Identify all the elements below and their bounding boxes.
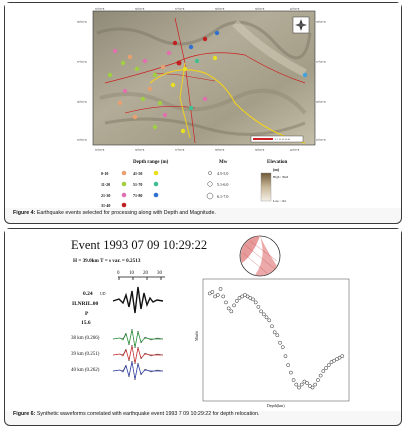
data-point xyxy=(276,334,279,337)
svg-text:39°0'0"E: 39°0'0"E xyxy=(255,8,265,11)
svg-text:39°0'0"E: 39°0'0"E xyxy=(255,149,265,152)
data-point xyxy=(319,374,322,377)
svg-text:0-10: 0-10 xyxy=(101,171,109,176)
data-point xyxy=(270,325,273,328)
data-point xyxy=(297,386,300,389)
data-point xyxy=(295,383,298,386)
elevation-title: Elevation xyxy=(267,160,288,165)
data-point xyxy=(251,298,254,301)
phase-label: P xyxy=(85,311,89,317)
seismicity-map xyxy=(77,8,326,152)
depth-range-title: Depth range (m) xyxy=(133,160,169,165)
svg-text:36°0'0"N: 36°0'0"N xyxy=(316,101,326,104)
scale-bar-label: 0 5 10 20 30 40 xyxy=(275,138,290,141)
mw-item: 5.1-6.0 xyxy=(217,182,229,187)
data-point xyxy=(232,304,235,307)
svg-text:71-80: 71-80 xyxy=(133,193,143,198)
svg-text:40 km (0.262): 40 km (0.262) xyxy=(71,368,100,373)
mw-item: 4.5-5.0 xyxy=(217,171,229,176)
elevation-color-bar xyxy=(261,173,271,201)
data-point xyxy=(211,290,214,293)
svg-text:37°0'0"E: 37°0'0"E xyxy=(175,149,185,152)
svg-text:30: 30 xyxy=(157,271,162,276)
svg-text:38°0'0"N: 38°0'0"N xyxy=(316,21,326,24)
svg-text:11-20: 11-20 xyxy=(101,182,111,187)
data-point xyxy=(284,355,287,358)
figure-6-caption xyxy=(13,411,259,417)
data-point xyxy=(306,381,309,384)
figure-6-panel xyxy=(4,228,402,426)
x-axis-label: Depth(km) xyxy=(267,403,285,408)
y-axis-label: Misfit xyxy=(194,331,199,341)
caption-label: Figure 4: xyxy=(13,210,36,216)
svg-text:37°0'0"N: 37°0'0"N xyxy=(77,61,87,64)
data-point xyxy=(327,364,330,367)
svg-text:38°0'0"E: 38°0'0"E xyxy=(215,149,225,152)
event-params: H = 39.0km T = s var. = 0.2513 xyxy=(73,258,141,264)
data-point xyxy=(260,310,263,313)
data-point xyxy=(278,341,281,344)
focal-mechanism-beachball xyxy=(240,236,280,276)
data-point xyxy=(219,287,222,290)
data-point xyxy=(341,355,344,358)
phase-value: 15.6 xyxy=(81,320,91,326)
svg-text:36°0'0"E: 36°0'0"E xyxy=(135,149,145,152)
data-point xyxy=(224,301,227,304)
svg-text:35°0'0"E: 35°0'0"E xyxy=(95,8,105,11)
mw-title: Mw xyxy=(219,160,228,165)
elevation-unit: (m) xyxy=(273,167,279,172)
svg-text:0: 0 xyxy=(117,271,120,276)
svg-text:37°0'0"N: 37°0'0"N xyxy=(316,61,326,64)
data-point xyxy=(222,295,225,298)
data-point xyxy=(314,383,317,386)
data-point xyxy=(292,378,295,381)
component-label: UD xyxy=(100,292,106,296)
caption-text: Synthetic waveforms correlated with earthquake event 1993 7 09 10:29:22 for depth relocation. xyxy=(35,411,260,417)
data-point xyxy=(300,383,303,386)
svg-text:36°0'0"E: 36°0'0"E xyxy=(135,8,145,11)
elevation-low: Low : -84 xyxy=(273,199,286,203)
data-point xyxy=(324,367,327,370)
svg-text:35°0'0"N: 35°0'0"N xyxy=(77,139,87,142)
data-point xyxy=(287,364,290,367)
figure-4-panel xyxy=(4,2,402,224)
data-point xyxy=(254,301,257,304)
svg-text:35°0'0"N: 35°0'0"N xyxy=(316,139,326,142)
mw-item: 6.1-7.0 xyxy=(217,194,229,199)
svg-text:38°0'0"N: 38°0'0"N xyxy=(77,21,87,24)
station-label: II.NRIL.00 xyxy=(72,301,99,307)
data-point xyxy=(311,386,314,389)
figure-4-caption xyxy=(13,210,216,216)
svg-text:39 km (0.251): 39 km (0.251) xyxy=(71,352,100,357)
svg-text:36°0'0"N: 36°0'0"N xyxy=(77,101,87,104)
data-point xyxy=(257,305,260,308)
svg-text:31-40: 31-40 xyxy=(101,203,111,208)
svg-text:21-30: 21-30 xyxy=(101,193,111,198)
data-point xyxy=(262,313,265,316)
data-point xyxy=(265,316,268,319)
data-point xyxy=(289,371,292,374)
amplitude-value: 0.24 xyxy=(83,291,93,297)
svg-text:40°0'0"E: 40°0'0"E xyxy=(290,8,300,11)
misfit-depth-chart xyxy=(194,279,349,408)
data-point xyxy=(268,319,271,322)
svg-text:35°0'0"E: 35°0'0"E xyxy=(95,149,105,152)
svg-text:20: 20 xyxy=(143,271,148,276)
caption-text: Earthquake events selected for processing along with Depth and Magnitude. xyxy=(35,210,216,216)
svg-text:51-70: 51-70 xyxy=(133,182,143,187)
svg-text:38 km (0.266): 38 km (0.266) xyxy=(71,336,100,341)
data-point xyxy=(230,310,233,313)
svg-text:38°0'0"E: 38°0'0"E xyxy=(215,8,225,11)
svg-text:41-50: 41-50 xyxy=(133,171,143,176)
data-point xyxy=(322,370,325,373)
data-point xyxy=(316,378,319,381)
data-point xyxy=(227,307,230,310)
svg-text:40°0'0"E: 40°0'0"E xyxy=(290,149,300,152)
figure-4-image xyxy=(5,3,401,208)
elevation-high: High : 3924 xyxy=(273,175,289,179)
svg-text:37°0'0"E: 37°0'0"E xyxy=(175,8,185,11)
data-point xyxy=(273,331,276,334)
svg-text:10: 10 xyxy=(129,271,134,276)
data-point xyxy=(216,293,219,296)
event-title: Event 1993 07 09 10:29:22 xyxy=(71,238,208,252)
data-point xyxy=(235,299,238,302)
figure-6-image xyxy=(5,229,401,411)
caption-label: Figure 6: xyxy=(13,411,36,417)
data-point xyxy=(281,346,284,349)
